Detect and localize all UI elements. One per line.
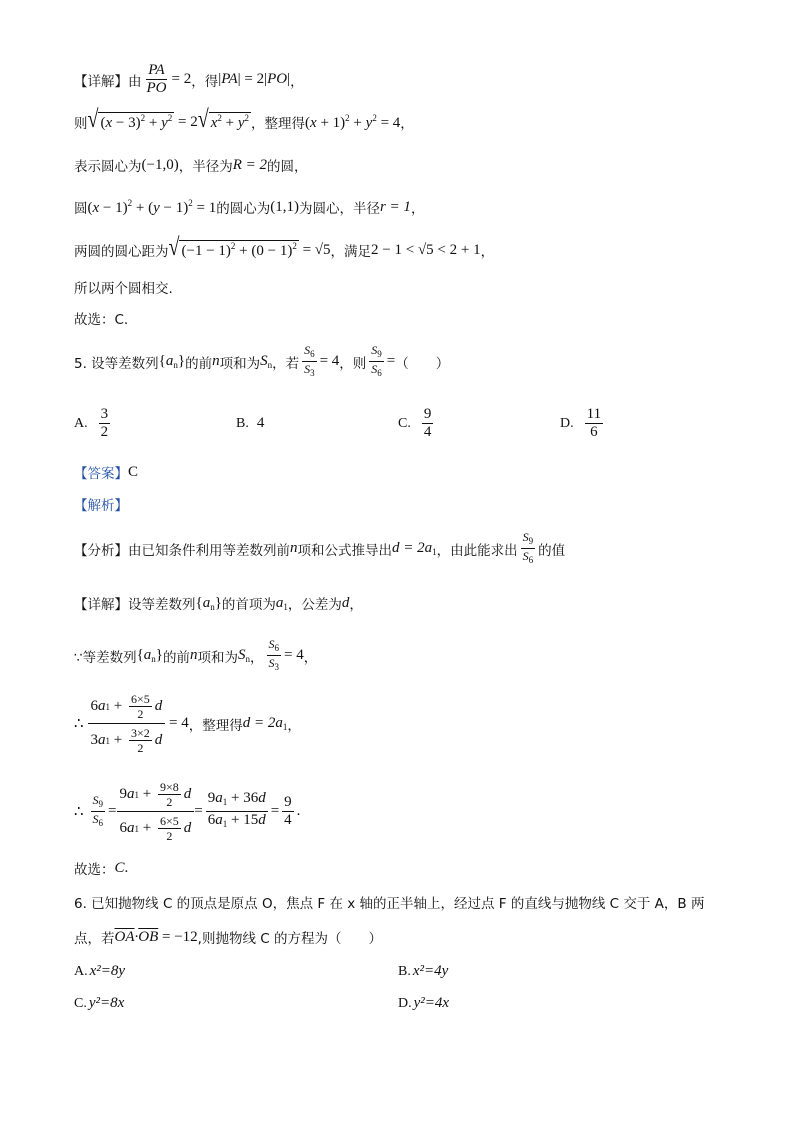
sqrt-expression-1: √ $(x - 3)^2 + y^2$ (87, 105, 173, 134)
question-5-stem: 5. 设等差数列 $\{a_n\}$ 的前 n 项和为 $S_n$ ，若 $\frac{S_6}{S_3}$ = 4 ，则 $\frac{S_9}{S_6}$ = （ ） (74, 343, 450, 378)
because-line: ∵等差数列 $\{a_n\}$ 的前 n 项和为 $S_n$ ， $\frac{S_6}{S_3}$ = 4 ， (74, 637, 318, 672)
xiangjie-line: 【详解】设等差数列 $\{a_n\}$ 的首项为 $a_1$ ，公差为 d ， (74, 594, 363, 613)
compound-fraction-1: 6 a 1 + $\frac{6\times 5}{2}$ d 3 a 1 + $\frac{3\times 2}{2}$ d (88, 692, 166, 755)
detail-line-4: 圆 $(x - 1)^2 + (y - 1)^2 = 1$ 的圆心为 (1,1) 为圆心，半径 r = 1 ， (74, 197, 425, 217)
dot-product-expression: $\overline{OA}\cdot\overline{OB} = -12$ (114, 928, 198, 945)
q6-option-c[interactable]: C. y²=8x (74, 995, 125, 1011)
guxuan-line: 故选： C . (74, 859, 129, 878)
option-c[interactable]: C. $\frac{9}{4}$ (398, 406, 432, 440)
answer-line (74, 462, 138, 482)
pa-po-fraction: $\frac{PA}{PO}$ (146, 62, 167, 96)
fenxi-line: 【分析】由已知条件利用等差数列前 n 项和公式推导出 $d = 2a_1$ ，由此能求出 $\frac{S_9}{S_6}$ 的值 (74, 530, 566, 565)
detail-line-6: 所以两个圆相交. (74, 281, 173, 297)
compound-fraction-2: 9 a 1 + $\frac{9\times 8}{2}$ d 6 a 1 + $\frac{6\times 5}{2}$ d (117, 780, 195, 843)
question-6-line-1: 6. 已知抛物线 C 的顶点是原点 O，焦点 F 在 x 轴的正半轴上，经过点 F 的直线与抛物线 C 交于 A，B 两 (74, 896, 705, 912)
option-d[interactable]: D. $\frac{11}{6}$ (560, 406, 602, 440)
detail-line-1: 【详解】由 $\frac{PA}{PO}$ = 2 ，得 |PA| = 2|PO| ， (74, 62, 304, 96)
question-6-line-2: 点，若 $\overline{OA}\cdot\overline{OB} = -12$ ,则抛物线 C 的方程为（ ） (74, 928, 382, 947)
s6-s3-fraction: $\frac{S_6}{S_3}$ (304, 343, 315, 378)
q6-option-b[interactable]: B. x²=4y (398, 963, 449, 979)
therefore-line-2: ∴ $\frac{S_9}{S_6}$ = 9 a 1 + $\frac{9\times 8}{2}$ d 6 a 1 + $\frac{6\times 5}{2}$ d = $\frac{9a_1 + 36d}{6a_1 + 15d}$ = $\frac{9}{4}$ . (74, 780, 301, 843)
answer-value: C (128, 463, 139, 480)
therefore-line-1: ∴ 6 a 1 + $\frac{6\times 5}{2}$ d 3 a 1 + $\frac{3\times 2}{2}$ d = 4 ，整理得 $d = 2a_1$ ， (74, 692, 301, 755)
detail-label: 【详解】由 (74, 73, 142, 90)
option-b[interactable]: B. 4 (236, 415, 265, 431)
sqrt-expression-2: √ $x^2 + y^2$ (197, 105, 250, 134)
distance-sqrt: √ $(-1 - 1)^2 + (0 - 1)^2$ (168, 233, 297, 262)
analysis-line (74, 494, 128, 514)
detail-line-5: 两圆的圆心距为 √ $(-1 - 1)^2 + (0 - 1)^2$ = √5 ，满足 2 − 1 < √5 < 2 + 1 ， (74, 233, 495, 262)
option-a[interactable]: A. $\frac{3}{2}$ (74, 406, 109, 440)
detail-line-2: 则 √ $(x - 3)^2 + y^2$ = 2 √ $x^2 + y^2$ ，整理得 $(x + 1)^2 + y^2 = 4$ ， (74, 105, 414, 134)
circle2-equation: $(x - 1)^2 + (y - 1)^2 = 1$ (87, 197, 217, 216)
inequality: 2 − 1 < √5 < 2 + 1 (371, 241, 481, 258)
q6-option-d[interactable]: D. y²=4x (398, 995, 450, 1011)
circle-equation: $(x + 1)^2 + y^2 = 4$ (305, 112, 401, 131)
analysis-tag: 【解析】 (74, 498, 128, 514)
detail-line-7: 故选：C. (74, 312, 129, 328)
detail-line-3: 表示圆心为 (−1,0) ，半径为 R = 2 的圆， (74, 156, 308, 175)
s9-s6-fraction: $\frac{S_9}{S_6}$ (371, 343, 382, 378)
answer-tag: 【答案】 (74, 466, 128, 482)
q6-option-a[interactable]: A. x²=8y (74, 963, 126, 979)
